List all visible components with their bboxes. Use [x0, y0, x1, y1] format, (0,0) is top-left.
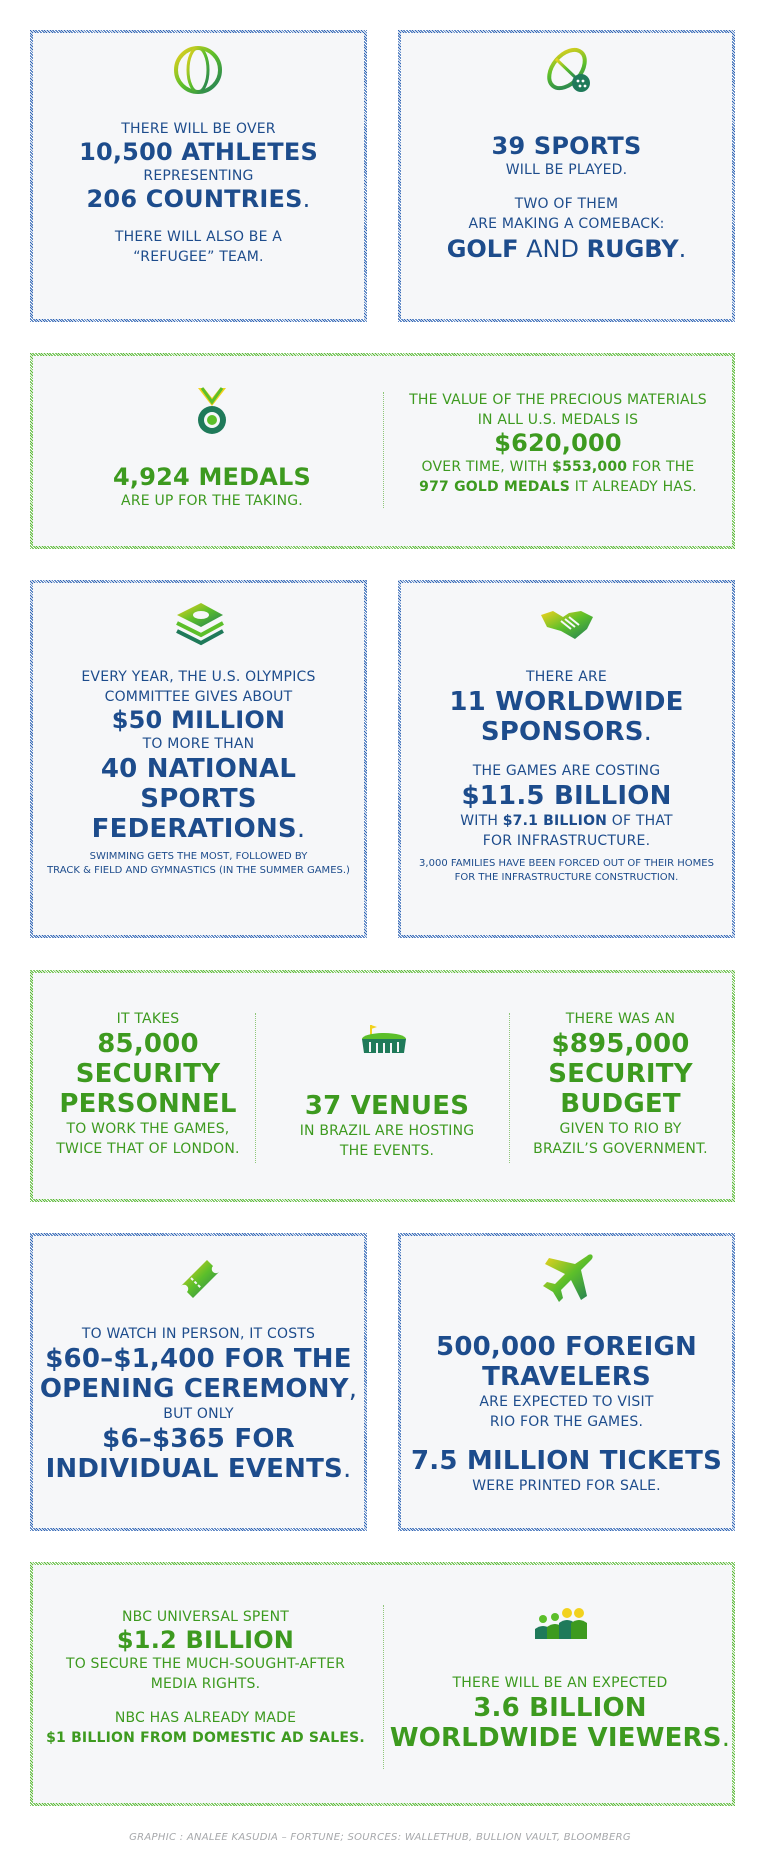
- golf-label: GOLF: [446, 235, 519, 263]
- nbc-ad-sales: $1 BILLION FROM DOMESTIC AD SALES.: [46, 1730, 365, 1746]
- sponsors-1: 11 WORLDWIDE: [449, 687, 684, 717]
- travelers-line-1: ARE EXPECTED TO VISIT: [479, 1394, 654, 1410]
- travelers-card: [398, 1233, 735, 1531]
- medals-card: [30, 353, 735, 549]
- travelers-line-2: RIO FOR THE GAMES.: [489, 1414, 644, 1430]
- travelers-label: TRAVELERS: [482, 1362, 651, 1392]
- refugee-line-1: THERE WILL ALSO BE A: [114, 229, 283, 245]
- globe-icon: [173, 45, 223, 95]
- security-count: 85,000: [97, 1029, 199, 1059]
- families-note-2: FOR THE INFRASTRUCTURE CONSTRUCTION.: [454, 872, 679, 883]
- venues-count: 37 VENUES: [304, 1091, 470, 1121]
- cost-amount: $11.5 BILLION: [461, 781, 672, 811]
- ticket-icon: [177, 1256, 223, 1302]
- sponsors-card: THERE ARE 11 WORLDWIDE SPONSORS. THE GAMES ARE COSTING $11.5 BILLION WITH $7.1 BILLION OF THAT FOR INFRASTRUCTURE. 3,000 FAMILIES HAVE BEEN FORCED OUT OF THEIR HOMES FOR THE INFRASTRUCTURE CONSTRUCTION.: [398, 580, 735, 938]
- events-price: $6–$365 FOR: [102, 1424, 295, 1454]
- events-label: INDIVIDUAL EVENTS: [45, 1454, 343, 1484]
- ceremony-price: $60–$1,400 FOR THE: [45, 1344, 352, 1374]
- funding-amount: $50 MILLION: [111, 706, 286, 734]
- audience-icon: [533, 1605, 587, 1639]
- funding-card: EVERY YEAR, THE U.S. OLYMPICS COMMITTEE GIVES ABOUT $50 MILLION TO MORE THAN 40 NATIONAL SPORTS FEDERATIONS. SWIMMING GETS THE MOST, FOLLOWED BY TRACK & FIELD AND GYMNASTICS (IN THE SUMMER GAMES.): [30, 580, 367, 938]
- funding-line-3: TO MORE THAN: [142, 736, 255, 752]
- security-intro: IT TAKES: [116, 1011, 180, 1027]
- travelers-count: 500,000 FOREIGN: [436, 1332, 697, 1362]
- nbc-amount: $1.2 BILLION: [116, 1626, 295, 1654]
- athletes-intro: THERE WILL BE OVER: [121, 121, 276, 137]
- tickets-line: WERE PRINTED FOR SALE.: [472, 1478, 661, 1494]
- athletes-count: 10,500 ATHLETES: [79, 138, 318, 166]
- swimming-note-2: TRACK & FIELD AND GYMNASTICS (IN THE SUMMER GAMES.): [47, 865, 350, 876]
- security-label-1: SECURITY: [75, 1059, 221, 1089]
- venues-line-1: IN BRAZIL ARE HOSTING: [299, 1123, 475, 1139]
- tickets-count: 7.5 MILLION TICKETS: [410, 1446, 723, 1476]
- athletes-card: THERE WILL BE OVER 10,500 ATHLETES REPRESENTING 206 COUNTRIES. THERE WILL ALSO BE A “REFUGEE” TEAM.: [30, 30, 367, 322]
- overtime-a: OVER TIME, WITH: [421, 459, 548, 475]
- federations-2: SPORTS: [140, 784, 257, 814]
- infra-c: OF THAT: [611, 813, 673, 829]
- security-label-2: PERSONNEL: [59, 1089, 237, 1119]
- refugee-line-2: “REFUGEE” TEAM.: [133, 249, 264, 265]
- swimming-note-1: SWIMMING GETS THE MOST, FOLLOWED BY: [89, 851, 308, 862]
- sports-played: WILL BE PLAYED.: [505, 162, 628, 178]
- sponsors-2: SPONSORS: [480, 717, 644, 747]
- precious-line-2: IN ALL U.S. MEDALS IS: [477, 412, 639, 428]
- but-only: BUT ONLY: [163, 1406, 234, 1422]
- rugby-label: RUGBY: [586, 235, 679, 263]
- source-credit: GRAPHIC : ANALEE KASUDIA – FORTUNE; SOURCES: WALLETHUB, BULLION VAULT, BLOOMBERG: [129, 1832, 631, 1843]
- security-line-2: TO WORK THE GAMES,: [66, 1121, 230, 1137]
- funding-line-1: EVERY YEAR, THE U.S. OLYMPICS: [81, 669, 316, 685]
- overtime-amount: $553,000: [552, 459, 628, 475]
- infra-a: WITH: [460, 813, 499, 829]
- security-card: [30, 970, 735, 1202]
- media-divider: [383, 1605, 384, 1769]
- handshake-icon: [539, 607, 595, 643]
- budget-amount: $895,000: [551, 1029, 690, 1059]
- athletes-representing: REPRESENTING: [143, 168, 254, 184]
- overtime-c: FOR THE: [631, 459, 695, 475]
- security-divider-1: [255, 1013, 256, 1163]
- nbc-line-2: TO SECURE THE MUCH-SOUGHT-AFTER: [65, 1656, 346, 1672]
- stadium-icon: [359, 1023, 409, 1057]
- gold-medals-tail: IT ALREADY HAS.: [574, 479, 697, 495]
- countries-count: 206 COUNTRIES: [86, 185, 303, 213]
- precious-value: $620,000: [494, 429, 622, 457]
- and-label: AND: [526, 235, 579, 263]
- medals-divider: [383, 392, 384, 508]
- budget-intro: THERE WAS AN: [565, 1011, 676, 1027]
- medal-icon: [192, 386, 232, 438]
- venues-line-2: THE EVENTS.: [339, 1143, 435, 1159]
- security-line-3: TWICE THAT OF LONDON.: [56, 1141, 240, 1157]
- airplane-icon: [539, 1252, 595, 1304]
- families-note-1: 3,000 FAMILIES HAVE BEEN FORCED OUT OF THEIR HOMES: [419, 858, 714, 869]
- rugby-ball-golf-icon: [541, 45, 597, 99]
- budget-line-2: GIVEN TO RIO BY: [559, 1121, 682, 1137]
- ticket-intro: TO WATCH IN PERSON, IT COSTS: [81, 1326, 316, 1342]
- nbc-line-3: MEDIA RIGHTS.: [150, 1676, 261, 1692]
- sports-count: 39 SPORTS: [491, 132, 642, 160]
- sponsors-intro: THERE ARE: [526, 669, 607, 685]
- funding-line-2: COMMITTEE GIVES ABOUT: [104, 689, 293, 705]
- tickets-price-card: TO WATCH IN PERSON, IT COSTS $60–$1,400 FOR THE OPENING CEREMONY, BUT ONLY $6–$365 FOR INDIVIDUAL EVENTS.: [30, 1233, 367, 1531]
- gold-medals: 977 GOLD MEDALS: [419, 479, 571, 495]
- infra-amount: $7.1 BILLION: [502, 813, 608, 829]
- comeback-line-1: TWO OF THEM: [514, 196, 619, 212]
- comeback-line-2: ARE MAKING A COMEBACK:: [468, 216, 665, 232]
- infra-line: FOR INFRASTRUCTURE.: [482, 833, 651, 849]
- nbc-intro: NBC UNIVERSAL SPENT: [121, 1609, 290, 1625]
- budget-line-3: BRAZIL’S GOVERNMENT.: [533, 1141, 708, 1157]
- medals-count: 4,924 MEDALS: [112, 463, 312, 491]
- federations-3: FEDERATIONS: [91, 814, 297, 844]
- money-stack-icon: [173, 601, 227, 647]
- federations-1: 40 NATIONAL: [100, 754, 297, 784]
- viewers-intro: THERE WILL BE AN EXPECTED: [452, 1675, 668, 1691]
- nbc-line-4: NBC HAS ALREADY MADE: [114, 1710, 297, 1726]
- medals-sub: ARE UP FOR THE TAKING.: [121, 493, 303, 509]
- sports-card: 39 SPORTS WILL BE PLAYED. TWO OF THEM ARE MAKING A COMEBACK: GOLF AND RUGBY.: [398, 30, 735, 322]
- budget-label-2: BUDGET: [560, 1089, 681, 1119]
- budget-label-1: SECURITY: [548, 1059, 693, 1089]
- ceremony-label: OPENING CEREMONY: [39, 1374, 349, 1404]
- cost-line-1: THE GAMES ARE COSTING: [472, 763, 661, 779]
- viewers-label: WORLDWIDE VIEWERS: [389, 1723, 722, 1753]
- precious-line-1: THE VALUE OF THE PRECIOUS MATERIALS: [409, 392, 707, 408]
- media-card: NBC UNIVERSAL SPENT $1.2 BILLION TO SECURE THE MUCH-SOUGHT-AFTER MEDIA RIGHTS. NBC HAS ALREADY MADE $1 BILLION FROM DOMESTIC AD SALES. THERE WILL BE AN EXPECTED 3.6 BILLION WORLDWIDE VIEWERS.: [30, 1562, 735, 1806]
- viewers-count: 3.6 BILLION: [473, 1693, 647, 1723]
